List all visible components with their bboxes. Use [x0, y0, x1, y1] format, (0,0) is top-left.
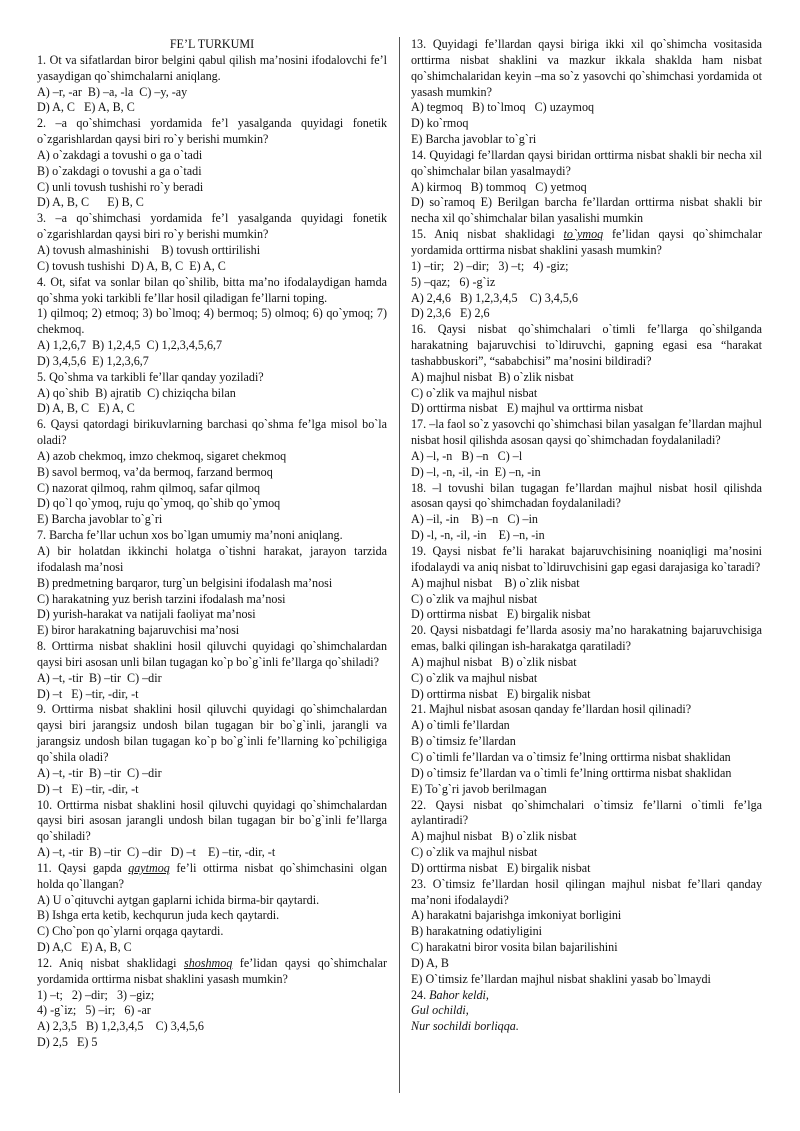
q23-option-e: E) O`timsiz fe’llardan majhul nisbat shaklini yasab bo`lmaydi — [411, 971, 711, 986]
q6-option-b: B) savol bermoq, va’da bermoq, farzand bermoq — [37, 464, 273, 479]
q18-options-de: D) -l, -n, -il, -in E) –n, -in — [411, 528, 545, 543]
q8-options-de: D) –t E) –tir, -dir, -t — [37, 686, 139, 701]
q7-option-e: E) biror harakatning bajaruvchisi ma’nosi — [37, 623, 240, 638]
question-21: 21. Majhul nisbat asosan qanday fe’llardan hosil qilinadi? — [411, 702, 692, 717]
q19-options-de: D) orttirma nisbat E) birgalik nisbat — [411, 607, 591, 622]
q21-option-c: C) o`timli fe’llardan va o`timsiz fe’lning orttirma nisbat shaklidan — [411, 749, 731, 764]
question-22: 22. Qaysi nisbat qo`shimchalari o`timsiz fe’llarni o`timli fe’lga aylantiradi? — [411, 797, 762, 828]
question-3: 3. –a qo`shimchasi yordamida fe’l yasalganda quyidagi fonetik o`zgarishlardan qaysi biri ro`y berishi mumkin? — [37, 211, 387, 242]
question-15 — [411, 227, 762, 259]
q11-suffix: fe’li ottirma nisbat qo`shimchasini olgan holda qo`llangan? — [37, 860, 387, 891]
question-23: 23. O`timsiz fe’llardan hosil qilingan majhul nisbat fe’llari qanday ma’noni ifodalaydi? — [411, 876, 762, 907]
q1-options-de: D) A, C E) A, B, C — [37, 100, 135, 115]
q15-list-line-1: 1) –tir; 2) –dir; 3) –t; 4) -giz; — [411, 258, 569, 273]
q18-options-abc: A) –il, -in B) –n C) –in — [411, 512, 538, 527]
q14-options-de: D) so`ramoq E) Berilgan barcha fe’llardan orttirma nisbat shakli bir necha xil qo`shimchalar bilan yasalishi mumkin — [411, 195, 762, 226]
question-20: 20. Qaysi nisbatdagi fe’llarda asosiy ma’no harakatning bajaruvchisiga emas, balki qilingan ish-harakatga qaratiladi? — [411, 623, 762, 654]
q5-options-de: D) A, B, C E) A, C — [37, 401, 135, 416]
q23-option-a: A) harakatni bajarishga imkoniyat borligini — [411, 908, 622, 923]
q11-keyword: qaytmoq — [128, 860, 170, 875]
q21-option-b: B) o`timsiz fe’llardan — [411, 734, 516, 749]
q11-prefix: 11. Qaysi gapda — [37, 860, 129, 875]
q11-options-de: D) A,C E) A, B, C — [37, 940, 132, 955]
q15-list-line-2: 5) –qaz; 6) -g`iz — [411, 274, 496, 289]
q1-options-abc: A) –r, -ar B) –a, -la C) –y, -ay — [37, 84, 188, 99]
q12-list-line-1: 1) –t; 2) –dir; 3) –giz; — [37, 987, 155, 1002]
left-column — [37, 37, 387, 1051]
q10-options: A) –t, -tir B) –tir C) –dir D) –t E) –tir, -dir, -t — [37, 845, 276, 860]
q19-option-c: C) o`zlik va majhul nisbat — [411, 591, 538, 606]
question-7: 7. Barcha fe’llar uchun xos bo`lgan umumiy ma’noni aniqlang. — [37, 528, 343, 543]
q2-options-de: D) A, B, C E) B, C — [37, 195, 144, 210]
q15-suffix: fe’lidan qaysi qo`shimchalar yordamida orttirma nisbat shaklini yasash mumkin? — [411, 227, 762, 257]
q12-suffix: fe’lidan qaysi qo`shimchalar yordamida orttirma nisbat shaklini yasash mumkin? — [37, 955, 387, 986]
q6-option-c: C) nazorat qilmoq, rahm qilmoq, safar qilmoq — [37, 480, 261, 495]
question-9: 9. Orttirma nisbat shaklini hosil qiluvchi quyidagi qo`shimchalardan qaysi biri jarangsiz undosh bilan tugagan bir bo`g`inli, jarangli va jarangsiz undosh bilan tugagan ko`p bo`g`inli fe’llarning ko`pchiligiga qo`shila oladi? — [37, 702, 387, 764]
q3-options-ab: A) tovush almashinishi B) tovush orttirilishi — [37, 242, 261, 257]
q7-option-d: D) yurish-harakat va natijali faoliyat ma’nosi — [37, 607, 256, 622]
q17-options-abc: A) –l, -n B) –n C) –l — [411, 448, 523, 463]
q23-option-b: B) harakatning odatiyligini — [411, 924, 542, 939]
q14-options-abc: A) kirmoq B) tommoq C) yetmoq — [411, 179, 587, 194]
q13-option-e: E) Barcha javoblar to`g`ri — [411, 132, 537, 147]
q21-option-d: D) o`timsiz fe’llardan va o`timli fe’lning orttirma nisbat shaklidan — [411, 765, 732, 780]
right-column — [411, 37, 762, 1035]
q11-option-c: C) Cho`pon qo`ylarni orqaga qaytardi. — [37, 924, 224, 939]
q6-option-d: D) qo`l qo`ymoq, ruju qo`ymoq, qo`shib qo`ymoq — [37, 496, 281, 511]
q8-options-abc: A) –t, -tir B) –tir C) –dir — [37, 670, 162, 685]
q9-options-de: D) –t E) –tir, -dir, -t — [37, 781, 139, 796]
q4-options-abc: A) 1,2,6,7 B) 1,2,4,5 C) 1,2,3,4,5,6,7 — [37, 338, 223, 353]
q4-list: 1) qilmoq; 2) etmoq; 3) bo`lmoq; 4) bermoq; 5) olmoq; 6) qo`ymoq; 7) chekmoq. — [37, 306, 387, 337]
question-12 — [37, 956, 387, 988]
question-8: 8. Orttirma nisbat shaklini hosil qiluvchi quyidagi qo`shimchalardan qaysi biri asosan unli bilan tugagan ko`p bo`g`inli fe’llarga qo`shiladi? — [37, 639, 387, 669]
question-17: 17. –la faol so`z yasovchi qo`shimchasi bilan yasalgan fe’llardan majhul nisbat hosil qilishda asosan qaysi qo`shimchadan foydalaniladi? — [411, 417, 762, 448]
q15-prefix: 15. Aniq nisbat shaklidagi — [411, 227, 564, 242]
q23-option-c: C) harakatni biror vosita bilan bajarilishini — [411, 940, 618, 955]
q22-option-c: C) o`zlik va majhul nisbat — [411, 845, 538, 860]
question-5: 5. Qo`shma va tarkibli fe’llar qanday yoziladi? — [37, 369, 264, 384]
q11-option-b: B) Ishga erta ketib, kechqurun juda kech qaytardi. — [37, 908, 280, 923]
q20-options-ab: A) majhul nisbat B) o`zlik nisbat — [411, 654, 577, 669]
q4-options-de: D) 3,4,5,6 E) 1,2,3,6,7 — [37, 353, 149, 368]
q2-option-a: A) o`zakdagi a tovushi o ga o`tadi — [37, 147, 203, 162]
q6-option-a: A) azob chekmoq, imzo chekmoq, sigaret chekmoq — [37, 448, 287, 463]
column-divider — [399, 37, 400, 1093]
q24-number: 24. — [411, 987, 430, 1002]
q15-options-de: D) 2,3,6 E) 2,6 — [411, 306, 490, 321]
q2-option-b: B) o`zakdagi o tovushi a ga o`tadi — [37, 163, 202, 178]
q7-option-a: A) bir holatdan ikkinchi holatga o`tishni harakat, jarayon tarzida ifodalash ma’nosi — [37, 544, 387, 574]
q13-option-d: D) ko`rmoq — [411, 116, 469, 131]
q6-option-e: E) Barcha javoblar to`g`ri — [37, 512, 163, 527]
q7-option-b: B) predmetning barqaror, turg`un belgisini ifodalash ma’nosi — [37, 575, 333, 590]
question-14: 14. Quyidagi fe’llardan qaysi biridan orttirma nisbat shakli bir necha xil qo`shimchalar bilan yasalmaydi? — [411, 147, 762, 178]
q22-options-ab: A) majhul nisbat B) o`zlik nisbat — [411, 829, 577, 844]
question-2: 2. –a qo`shimchasi yordamida fe’l yasalganda quyidagi fonetik o`zgarishlardan qaysi biri ro`y berishi mumkin? — [37, 116, 387, 147]
q16-options-ab: A) majhul nisbat B) o`zlik nisbat — [411, 369, 574, 384]
q21-option-a: A) o`timli fe’llardan — [411, 718, 510, 733]
q7-option-c: C) harakatning yuz berish tarzini ifodalash ma’nosi — [37, 591, 286, 606]
question-11 — [37, 861, 387, 893]
question-10: 10. Orttirma nisbat shaklini hosil qiluvchi quyidagi qo`shimchalardan qaysi biri asosan jarangli undosh bilan tugagan bir bo`g`inli fe’llarga qo`shiladi? — [37, 797, 387, 844]
q21-option-e: E) To`g`ri javob berilmagan — [411, 781, 547, 796]
question-4: 4. Ot, sifat va sonlar bilan qo`shilib, bitta ma’no ifodalaydigan hamda qo`shma yoki tarkibli fe’llar hosil qiladigan fe’llarni toping. — [37, 274, 387, 305]
q24-poem-line-1: Bahor keldi, — [429, 987, 489, 1002]
question-24 — [411, 988, 762, 1004]
q12-options-de: D) 2,5 E) 5 — [37, 1035, 98, 1050]
q12-options-abc: A) 2,3,5 B) 1,2,3,4,5 C) 3,4,5,6 — [37, 1019, 204, 1034]
question-16: 16. Qaysi nisbat qo`shimchalari o`timli fe’llarga qo`shilganda harakatning bajaruvchisi to`ldiruvchi, gapning egasi esa “harakat tashabbuskori”, “sababchisi” ma’nosini bildiradi? — [411, 322, 762, 368]
q3-options-cde: C) tovush tushishi D) A, B, C E) A, C — [37, 258, 226, 273]
q16-options-de: D) orttirma nisbat E) majhul va orttirma nisbat — [411, 401, 644, 416]
q2-option-c: C) unli tovush tushishi ro`y beradi — [37, 179, 204, 194]
q13-options-abc: A) tegmoq B) to`lmoq C) uzaymoq — [411, 100, 595, 115]
question-1: 1. Ot va sifatlardan biror belgini qabul qilish ma’nosini ifodalovchi fe’l yasaydigan qo`shimchalarni aniqlang. — [37, 52, 387, 83]
question-13: 13. Quyidagi fe’llardan qaysi biriga ikki xil qo`shimcha vositasida orttirma nisbat shaklini va mazkur ikkala shaklda ham nisbat qo`shimchalaridan keyin –ma so`z yasovchi qo`shimchasi yordamida ot yasash mumkin? — [411, 37, 762, 99]
q11-option-a: A) U o`qituvchi aytgan gaplarni ichida birma-bir qaytardi. — [37, 892, 320, 907]
q23-option-d: D) A, B — [411, 955, 449, 970]
q16-option-c: C) o`zlik va majhul nisbat — [411, 385, 538, 400]
q17-options-de: D) –l, -n, -il, -in E) –n, -in — [411, 464, 541, 479]
q24-poem-line-2: Gul ochildi, — [411, 1003, 469, 1018]
question-18: 18. –l tovushi bilan tugagan fe’llardan majhul nisbat hosil qilishda asosan qaysi qo`shimchadan foydalaniladi? — [411, 480, 762, 511]
q12-list-line-2: 4) -g`iz; 5) –ir; 6) -ar — [37, 1003, 151, 1018]
q20-option-c: C) o`zlik va majhul nisbat — [411, 670, 538, 685]
q24-poem-line-3: Nur sochildi borliqqa. — [411, 1019, 519, 1034]
page-title: FE’L TURKUMI — [169, 37, 255, 51]
q15-keyword: to`ymoq — [563, 227, 604, 242]
q19-options-ab: A) majhul nisbat B) o`zlik nisbat — [411, 575, 580, 590]
q22-options-de: D) orttirma nisbat E) birgalik nisbat — [411, 860, 591, 875]
q9-options-abc: A) –t, -tir B) –tir C) –dir — [37, 765, 162, 780]
question-6: 6. Qaysi qatordagi birikuvlarning barchasi qo`shma fe’lga misol bo`la oladi? — [37, 417, 387, 448]
q5-options-abc: A) qo`shib B) ajratib C) chiziqcha bilan — [37, 385, 236, 400]
q12-prefix: 12. Aniq nisbat shaklidagi — [37, 955, 184, 970]
q15-options-abc: A) 2,4,6 B) 1,2,3,4,5 C) 3,4,5,6 — [411, 290, 578, 305]
q12-keyword: shoshmoq — [183, 955, 233, 970]
q20-options-de: D) orttirma nisbat E) birgalik nisbat — [411, 686, 591, 701]
question-19: 19. Qaysi nisbat fe’li harakat bajaruvchisining noaniqligi ma’nosini ifodalaydi va aniq nisbat to`ldiruvchisini gap egasi darajasiga ko`taradi? — [411, 544, 762, 574]
